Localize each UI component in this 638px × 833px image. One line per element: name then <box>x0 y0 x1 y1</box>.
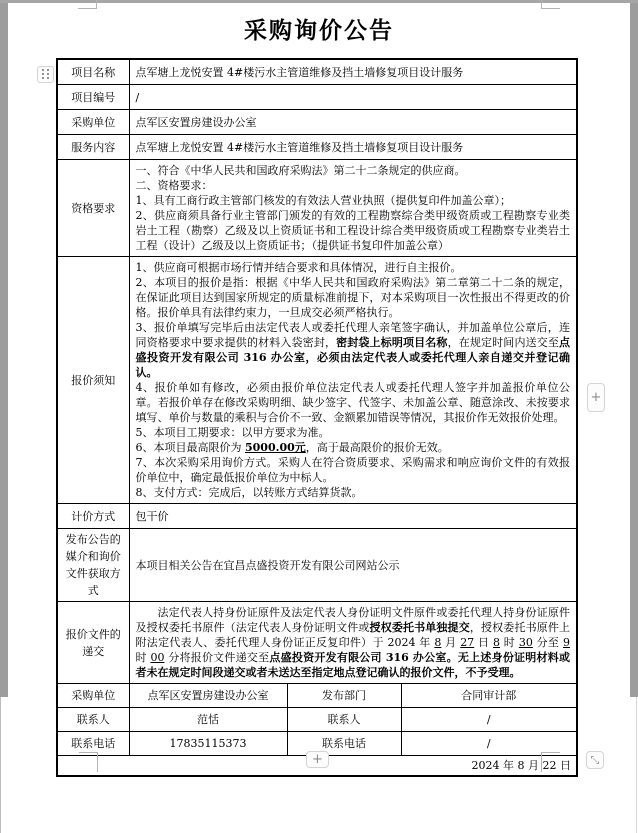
submission-content <box>129 602 577 684</box>
qualification-content <box>129 160 577 257</box>
project-number-label: 项目编号 <box>57 85 129 110</box>
row-footer-unit <box>57 684 577 708</box>
footer-purchaser-label: 采购单位 <box>57 684 129 708</box>
qualification-paragraph: 一、符合《中华人民共和国政府采购法》第二十二条规定的供应商。 <box>135 164 466 177</box>
row-purchaser <box>57 110 577 135</box>
project-number-value: / <box>129 85 577 110</box>
footer-contact2-value: / <box>401 708 577 732</box>
announcement-media-label: 发布公告的媒介和询价文件获取方式 <box>57 529 129 602</box>
notice-paragraph: 6、本项目最高限价为 5000.00元，高于最高限价的报价无效。 <box>135 441 449 454</box>
notice-paragraph: 4、报价单如有修改，必须由报价单位法定代表人或委托代理人签字并加盖报价单位公章。若报价单存在修改采购明细、缺少签字、代签字、未加盖公章、随意涂改、未按要求填写、单价与数量的乘积与合价不一致、金额累加错误等情况，其报价作无效报价处理。 <box>135 381 571 424</box>
purchaser-value: 点军区安置房建设办公室 <box>129 110 577 135</box>
row-quotation-notice <box>57 257 577 504</box>
add-column-button[interactable]: + <box>587 383 605 412</box>
notice-paragraph: 8、支付方式：完成后，以转账方式结算货款。 <box>135 486 363 499</box>
project-name-label: 项目名称 <box>57 59 129 85</box>
qualification-paragraph: 二、资格要求： <box>135 179 213 192</box>
drag-dots-icon <box>42 69 49 80</box>
service-content-value: 点军塘上龙悦安置 4#楼污水主管道维修及挡土墙修复项目设计服务 <box>129 135 577 160</box>
service-content-label: 服务内容 <box>57 135 129 160</box>
margin-mark-bottom-right <box>541 752 560 772</box>
footer-purchaser-value: 点军区安置房建设办公室 <box>129 684 287 708</box>
footer-phone-label: 联系电话 <box>57 732 129 756</box>
margin-mark-top-right <box>541 0 560 9</box>
row-service-content <box>57 135 577 160</box>
announcement-media-value: 本项目相关公告在宜昌点盛投资开发有限公司网站公示 <box>129 529 577 602</box>
notice-paragraph: 1、供应商可根据市场行情并结合要求和具体情况，进行自主报价。 <box>135 261 462 274</box>
table-resize-button[interactable] <box>586 751 604 769</box>
notice-paragraph: 5、本项目工期要求：以甲方要求为准。 <box>135 426 330 439</box>
footer-phone2-value: / <box>401 732 577 756</box>
margin-mark-bottom-left <box>79 752 98 772</box>
row-qualification <box>57 160 577 257</box>
announcement-table <box>56 58 578 777</box>
pricing-method-label: 计价方式 <box>57 504 129 529</box>
footer-issuing-dept-label: 发布部门 <box>287 684 401 708</box>
notice-paragraph: 2、本项目的报价是指：根据《中华人民共和国政府采购法》第二章第二十二条的规定，在保证此项目达到国家所规定的质量标准前提下，对本采购项目一次性报出不得更改的价格。报价单具有法律约束力，一旦成交必须严格执行。 <box>135 276 571 319</box>
footer-contact-value: 范恬 <box>129 708 287 732</box>
project-name-value: 点军塘上龙悦安置 4#楼污水主管道维修及挡土墙修复项目设计服务 <box>129 59 577 85</box>
table-drag-handle[interactable] <box>37 66 54 83</box>
notice-paragraph: 3、报价单填写完毕后由法定代表人或委托代理人亲笔签字确认，并加盖单位公章后，连同资格要求中要求提供的材料入袋密封，密封袋上标明项目名称，在规定时间内送交至点盛投资开发有限公司 316 办公室，必须由法定代表人或委托代理人亲自递交并登记确认。 <box>135 321 571 379</box>
page-edge-line-left <box>0 697 1 833</box>
document-page <box>8 3 630 833</box>
footer-phone-value: 17835115373 <box>129 732 287 756</box>
row-project-name <box>57 59 577 85</box>
row-pricing-method <box>57 504 577 529</box>
pricing-method-value: 包干价 <box>129 504 577 529</box>
quotation-notice-label: 报价须知 <box>57 257 129 504</box>
page-title: 采购询价公告 <box>244 17 394 44</box>
row-submission <box>57 602 577 684</box>
footer-contact2-label: 联系人 <box>287 708 401 732</box>
app-frame-left <box>0 0 8 697</box>
announcement-date: 2024 年 8 月 22 日 <box>57 756 577 777</box>
app-frame-right <box>630 0 638 697</box>
submission-paragraph: 法定代表人持身份证原件及法定代表人身份证明文件原件或委托代理人持身份证原件及授权委托书原件（法定代表人身份证明文件或授权委托书单独提交，授权委托书原件上附法定代表人、委托代理人身份证正反复印件）于 2024 年 8 月 27 日 8 时 30 分至 9 时 00 分将报价文件递交至点盛投资开发有限公司 316 办公室。无上述身份证明材料或者未在规定时间段递交或者未送达至指定地点登记确认的报价文件，不予受理。 <box>135 606 571 679</box>
qualification-paragraph: 1、具有工商行政主管部门核发的有效法人营业执照（提供复印件加盖公章）； <box>135 194 511 207</box>
footer-contact-label: 联系人 <box>57 708 129 732</box>
add-row-button[interactable]: + <box>306 751 329 768</box>
quotation-notice-content <box>129 257 577 504</box>
page-edge-line-right <box>636 697 637 833</box>
purchaser-label: 采购单位 <box>57 110 129 135</box>
row-footer-contact <box>57 708 577 732</box>
resize-icon <box>590 755 600 765</box>
footer-phone2-label: 联系电话 <box>287 732 401 756</box>
row-announcement-media <box>57 529 577 602</box>
qualification-label: 资格要求 <box>57 160 129 257</box>
row-project-number <box>57 85 577 110</box>
submission-label: 报价文件的递交 <box>57 602 129 684</box>
footer-issuing-dept-value: 合同审计部 <box>401 684 577 708</box>
margin-mark-top-left <box>78 0 97 9</box>
qualification-paragraph: 2、供应商须具备行业主管部门颁发的有效的工程勘察综合类甲级资质或工程勘察专业类岩土工程（勘察）乙级及以上资质证书和工程设计综合类甲级资质或工程勘察专业类岩土工程（设计）乙级及以上资质证书；（提供证书复印件加盖公章） <box>135 209 571 252</box>
notice-paragraph: 7、本次采购采用询价方式。采购人在符合资质要求、采购需求和响应询价文件的有效报价单位中，确定最低报价单位为中标人。 <box>135 456 571 484</box>
